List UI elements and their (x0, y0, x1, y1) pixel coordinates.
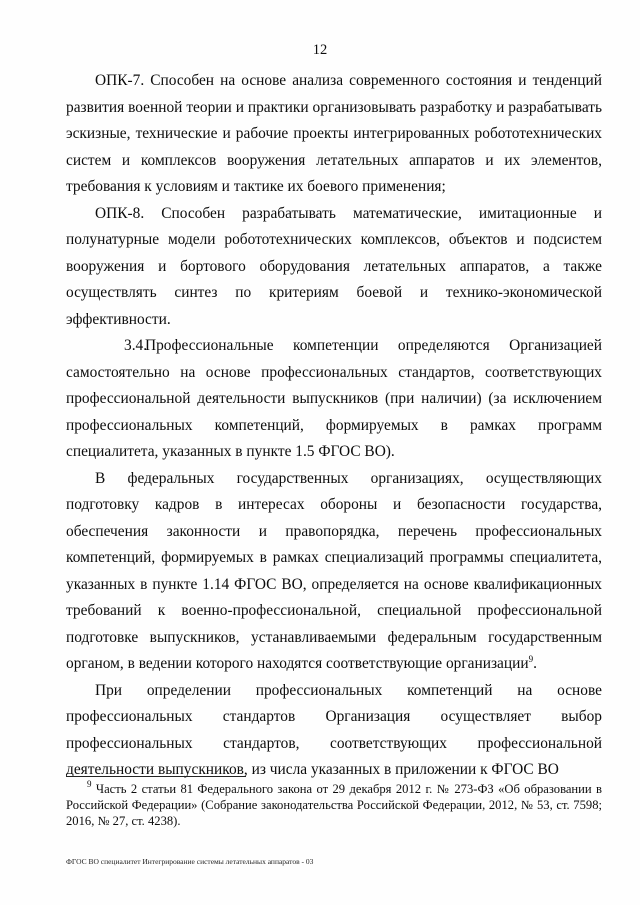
sentence-end: . (533, 655, 537, 672)
paragraph-federal-organizations (66, 466, 602, 678)
federal-organizations-text: В федеральных государственных организациях, осуществляющих подготовку кадров в интересах обороны и безопасности государства, обеспечения законности и правопорядка, перечень профессиональных компетенций, формируемых в рамках специализаций программы специалитета, указанных в пункте 1.14 ФГОС ВО, определяется на основе квалификационных требований к военно-профессиональной, специальной профессиональной подготовке выпускников, устанавливаемыми федеральным государственным органом, в ведении которого находятся соответствующие организации (66, 469, 602, 672)
section-3-4-text: Профессиональные компетенции определяются Организацией самостоятельно на основе профессиональных стандартов, соответствующих профессиональной деятельности выпускников (при наличии) (за исключением профессиональных компетенций, формируемых в рамках программ специалитета, указанных в пункте 1.5 ФГОС ВО). (66, 337, 602, 460)
paragraph-opk-8: ОПК-8. Способен разрабатывать математические, имитационные и полунатурные модели робототехнических комплексов, объектов и подсистем вооружения и бортового оборудования летательных аппаратов, а также осуществлять синтез по критериям боевой и технико-экономической эффективности. (66, 204, 602, 328)
paragraph-professional-standards: При определении профессиональных компетенций на основе профессиональных стандартов Организация осуществляет выбор профессиональных стандартов, соответствующих профессиональной деятельности выпускников, из числа указанных в приложении к ФГОС ВО (66, 681, 602, 778)
paragraph-section-3-4 (66, 333, 602, 466)
footnote-text: Часть 2 статьи 81 Федерального закона от 29 декабря 2012 г. № 273-ФЗ «Об образовании в Российской Федерации» (Собрание законодательства Российской Федерации, 2012, № 53, ст. 7598; 2016, № 27, ст. 4238). (66, 782, 602, 829)
body-text (66, 68, 602, 784)
footnote-mark: 9 (87, 779, 92, 789)
footnote-divider (66, 776, 246, 777)
document-footer: ФГОС ВО специалитет Интегрирование системы летательных аппаратов - 03 (66, 857, 314, 866)
page-number: 12 (312, 42, 328, 58)
section-number: 3.4. (124, 337, 148, 354)
footnote-reference[interactable]: 9 (528, 654, 534, 664)
footnote (66, 781, 602, 830)
paragraph-opk-7: ОПК-7. Способен на основе анализа современного состояния и тенденций развития военной теории и практики организовывать разработку и разрабатывать эскизные, технические и рабочие проекты интегрированных робототехнических систем и комплексов вооружения летательных аппаратов и их элементов, требования к условиям и тактике их боевого применения; (66, 72, 602, 195)
